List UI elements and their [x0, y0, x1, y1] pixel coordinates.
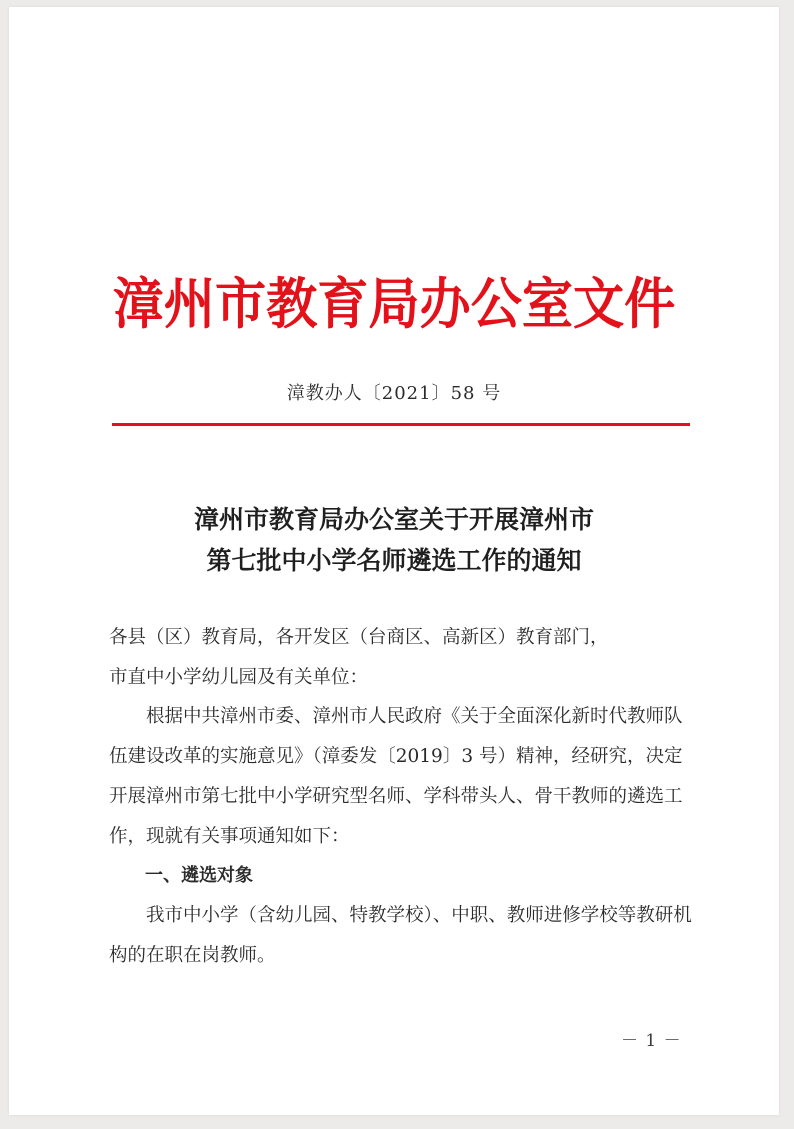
section-1-text: 我市中小学（含幼儿园、特教学校）、中职、教师进修学校等教研机构的在职在岗教师。	[109, 904, 692, 966]
document-page	[9, 7, 779, 1115]
addressee-line-1: 各县（区）教育局，各开发区（台商区、高新区）教育部门，	[109, 627, 609, 648]
org-header-title: 漳州市教育局办公室文件	[112, 271, 676, 336]
document-number: 漳教办人〔2021〕58 号	[286, 383, 502, 404]
addressee-line-2: 市直中小学幼儿园及有关单位：	[109, 666, 369, 688]
notice-title	[9, 499, 779, 581]
red-divider-line	[112, 423, 690, 426]
intro-paragraph: 根据中共漳州市委、漳州市人民政府《关于全面深化新时代教师队伍建设改革的实施意见》（漳委发〔2019〕3 号）精神，经研究，决定开展漳州市第七批中小学研究型名师、学科带头人、骨干教师的遴选工作，现就有关事项通知如下：	[109, 706, 683, 847]
section-1-heading: 一、遴选对象	[145, 865, 253, 887]
page-number: － 1 －	[621, 1031, 682, 1051]
notice-body	[109, 618, 699, 975]
notice-title-line-1: 漳州市教育局办公室关于开展漳州市	[193, 505, 594, 534]
notice-title-line-2: 第七批中小学名师遴选工作的通知	[206, 546, 582, 575]
